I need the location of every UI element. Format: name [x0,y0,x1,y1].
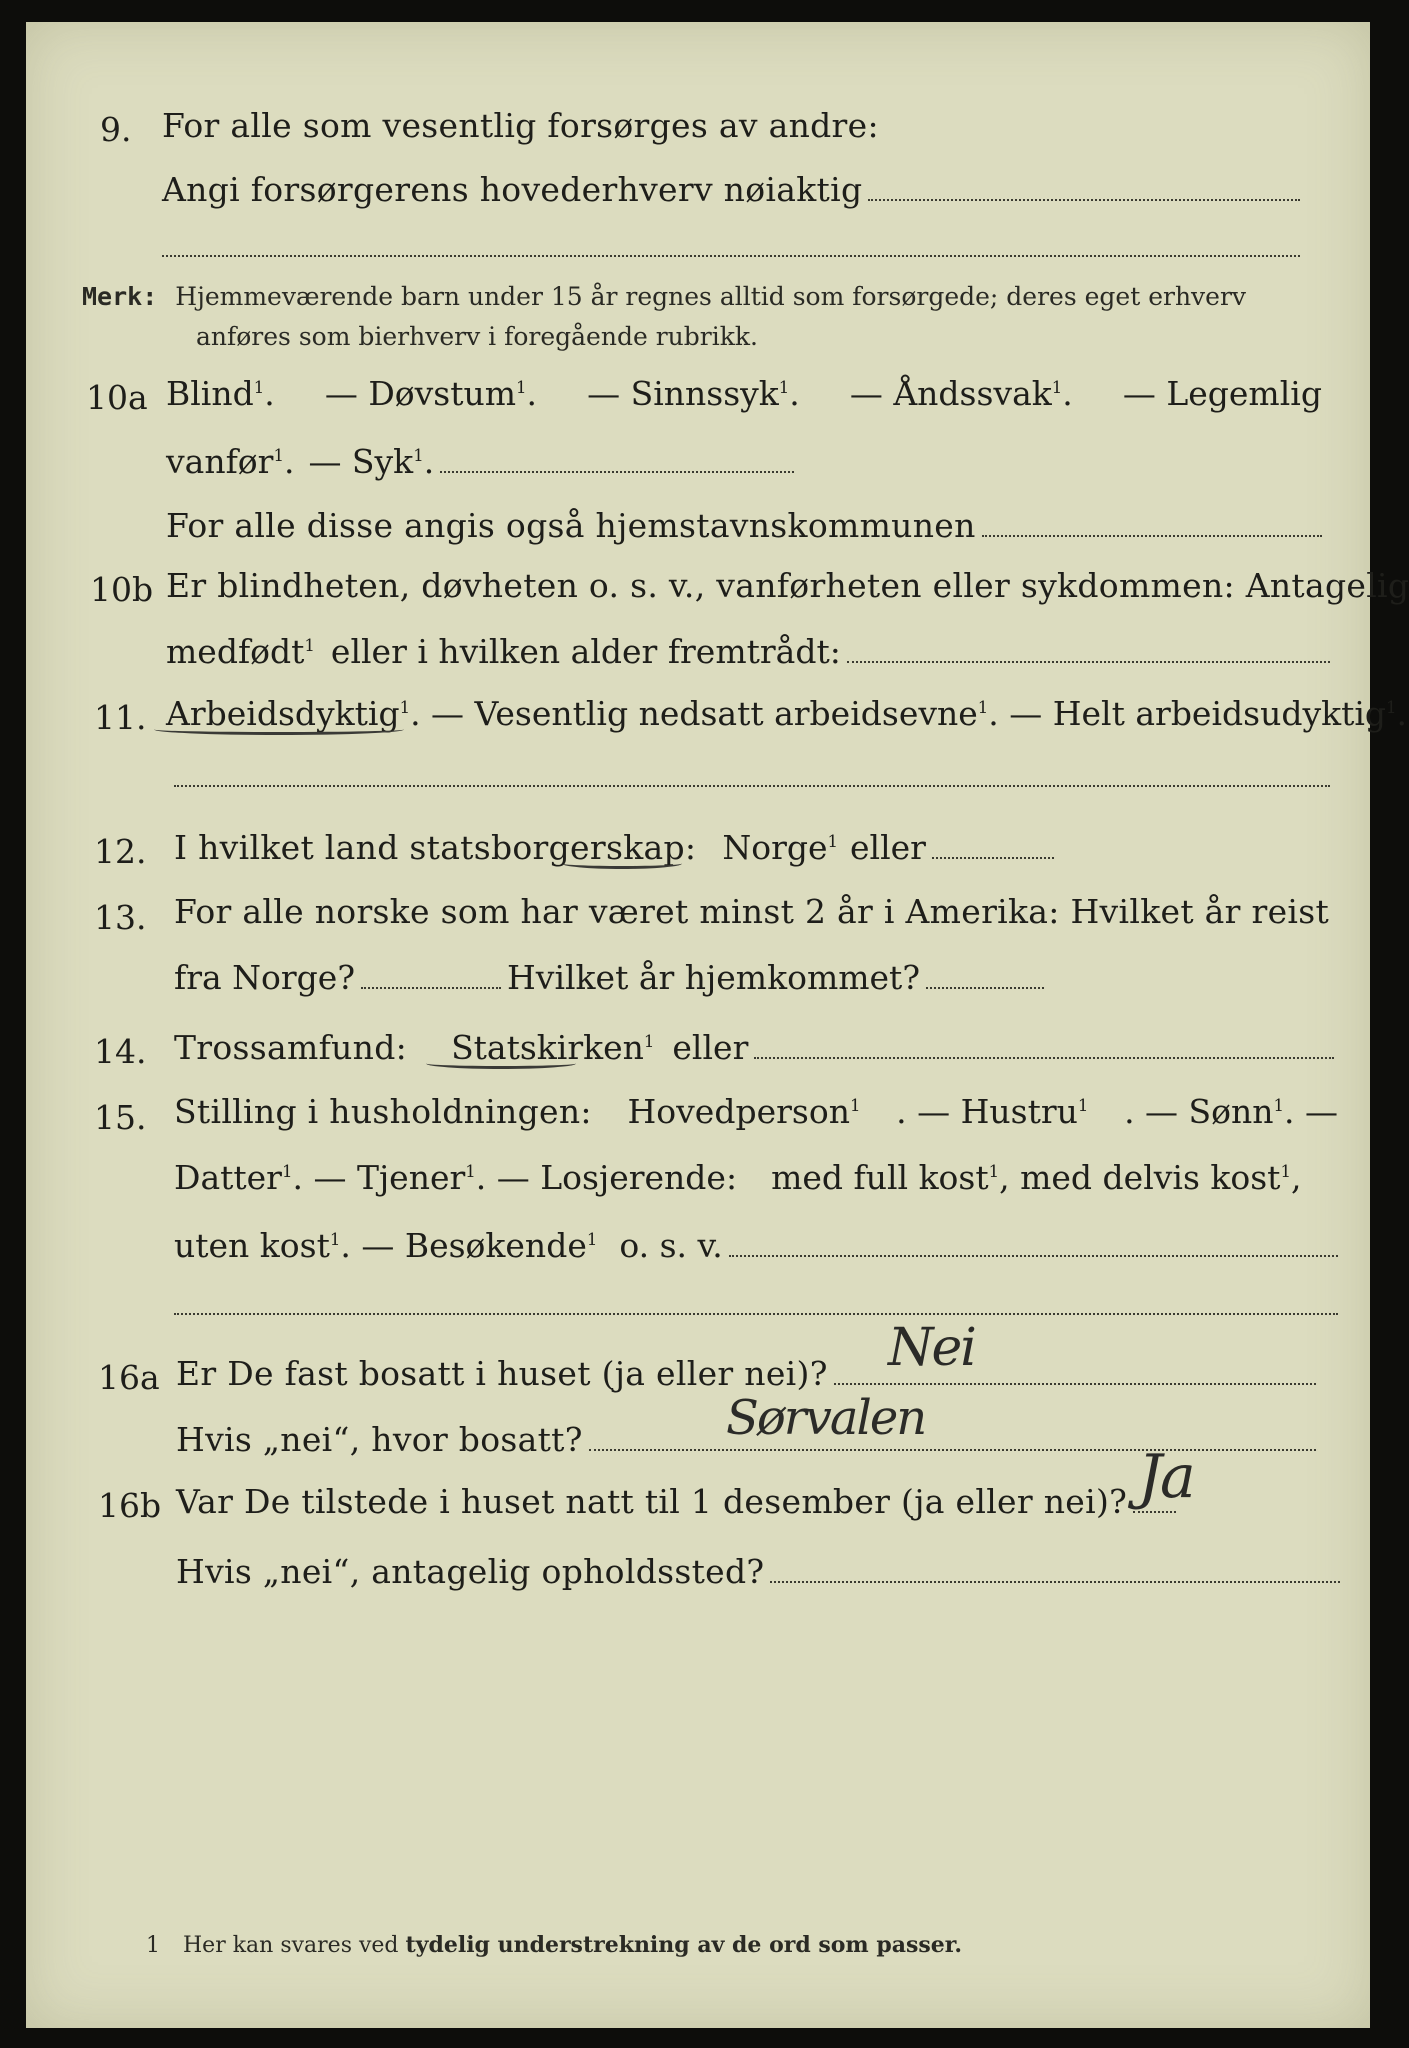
q16a-bosatt-field[interactable] [589,1448,1316,1451]
q10a-hjemstavn-field[interactable] [982,534,1322,537]
q10a-legemlig: — Legemlig [1122,374,1322,413]
q15-number: 15. [94,1098,147,1137]
q15-losjerende: . — Losjerende: [475,1158,738,1197]
form-page [26,22,1409,2028]
q15-line1 [174,1092,1338,1131]
q12-number: 12. [94,832,147,871]
q16b-opholdssted-label: Hvis „nei“, antagelig opholdssted? [176,1552,765,1591]
q14-eller: eller [672,1028,749,1067]
q10b-question: Er blindheten, døvheten o. s. v., vanførheten eller sykdommen: Antagelig [166,566,1409,605]
q14-answer-field[interactable] [754,1056,1334,1059]
merk-line1: Hjemmeværende barn under 15 år regnes alltid som forsørgede; deres eget erhverv [175,282,1247,311]
q13-line2 [174,958,1044,997]
q10b-medfodt: medfødt$^1$ [166,632,315,671]
q12-label: I hvilket land statsborgerskap: [174,828,697,867]
merk-line2-row [196,322,758,351]
q16a-answer-field[interactable] [834,1382,1316,1385]
q10b-alder: eller i hvilken alder fremtrådt: [330,632,841,671]
q16a-question: Er De fast bosatt i huset (ja eller nei)? [176,1354,828,1393]
q9-number: 9. [100,110,132,149]
q10b-answer-field[interactable] [847,660,1330,663]
q10a-vanfor: vanfør$^1$. [166,442,295,481]
q11-vesentlig[interactable]: . — Vesentlig nedsatt arbeidsevne$^1$ [410,694,989,733]
q16b-number: 16b [98,1486,162,1525]
q11-underline-mark [154,724,404,735]
q15-fullkost[interactable]: med full kost$^1$ [771,1158,1000,1197]
q13-hjem: Hvilket år hjemkommet? [507,958,921,997]
q16a-handwritten-place: Sørvalen [726,1390,926,1446]
q11-arbeidsdyktig[interactable]: Arbeidsdyktig$^1$ [166,694,411,733]
q16a-bosatt-label: Hvis „nei“, hvor bosatt? [176,1420,583,1459]
q9-answer-line[interactable] [162,254,1300,257]
q15-besokende[interactable]: . — Besøkende$^1$ [340,1226,598,1265]
merk-line2: anføres som bierhverv i foregående rubrikk. [196,322,758,351]
q13-fra: fra Norge? [174,958,356,997]
q12-eller: eller [850,828,926,867]
q10b-line1 [166,566,1409,605]
q14-number: 14. [94,1032,147,1071]
q15-delviskost[interactable]: , med delvis kost$^1$, [999,1158,1302,1197]
q15-hovedperson[interactable]: Hovedperson$^1$ [627,1092,861,1131]
q13-line1 [174,892,1329,931]
q13-reist-field[interactable] [361,986,501,989]
q16b-handwritten-answer: Ja [1138,1442,1194,1512]
q10a-number: 10a [86,378,148,417]
q15-line2 [174,1158,1338,1197]
q16a-line1 [176,1354,1316,1393]
q10a-line1 [166,374,1322,413]
q10a-line2 [166,442,794,481]
q13-hjem-field[interactable] [926,986,1044,989]
footnote-mark: 1 [146,1933,160,1958]
q9-line2 [162,170,1300,209]
footnote-plain: Her kan svares ved [183,1933,399,1958]
q15-answer-line[interactable] [174,1312,1338,1315]
q10a-blind: Blind$^1$. [166,374,275,413]
q10b-line2 [166,632,1330,671]
q14-statskirken[interactable]: Statskirken$^1$ [451,1028,655,1067]
q13-question: For alle norske som har været minst 2 år i Amerika: Hvilket år reist [174,892,1330,931]
q15-sonn[interactable]: . — Sønn$^1$. — [1124,1092,1338,1131]
q10a-line3 [166,506,1322,545]
q15-line3 [174,1226,1338,1265]
q15-utenkost[interactable]: uten kost$^1$ [174,1226,341,1265]
q11-answer-line[interactable] [174,784,1330,787]
q10a-answer-field[interactable] [440,470,794,473]
q16b-line1 [176,1482,1176,1521]
q14-underline-mark [426,1058,576,1069]
q16a-handwritten-answer: Nei [888,1318,975,1378]
q16b-question: Var De tilstede i huset natt til 1 desember (ja eller nei)? [176,1482,1128,1521]
q13-number: 13. [94,898,147,937]
q12-answer-field[interactable] [932,856,1054,859]
footnote [146,1932,962,1958]
q10a-dovstum: — Døvstum$^1$. [324,374,538,413]
q11-number: 11. [94,698,147,737]
q14-line [174,1028,1334,1067]
q9-question: For alle som vesentlig forsørges av andre: [162,106,879,145]
q10a-syk: — Syk$^1$. [308,442,435,481]
q15-tjener[interactable]: . — Tjener$^1$ [292,1158,476,1197]
q14-label: Trossamfund: [174,1028,408,1067]
q10b-number: 10b [90,570,154,609]
q16b-line2 [176,1552,1340,1591]
q9-answer-field[interactable] [868,198,1300,201]
q9-label: Angi forsørgerens hovederhverv nøiaktig [162,170,863,209]
merk-label: Merk: [82,282,158,311]
q9-line1 [162,106,1312,145]
merk-note [82,282,1246,311]
q15-label: Stilling i husholdningen: [174,1092,592,1131]
q16a-number: 16a [98,1358,160,1397]
q15-hustru[interactable]: . — Hustru$^1$ [896,1092,1089,1131]
q15-osv: o. s. v. [619,1226,723,1265]
q10a-hjemstavn: For alle disse angis også hjemstavnskommunen [166,506,976,545]
q12-underline-mark [562,858,682,869]
q11-helt[interactable]: . — Helt arbeidsudyktig$^1$. [988,694,1408,733]
q10a-sinnssyk: — Sinnssyk$^1$. [587,374,800,413]
q10a-andssvak: — Åndssvak$^1$. [849,374,1073,413]
q16b-opholdssted-field[interactable] [770,1580,1340,1583]
footnote-bold: tydelig understrekning av de ord som passer. [405,1932,963,1958]
q15-answer-field[interactable] [729,1254,1338,1257]
q15-datter[interactable]: Datter$^1$ [174,1158,293,1197]
q12-norge[interactable]: Norge$^1$ [722,828,838,867]
